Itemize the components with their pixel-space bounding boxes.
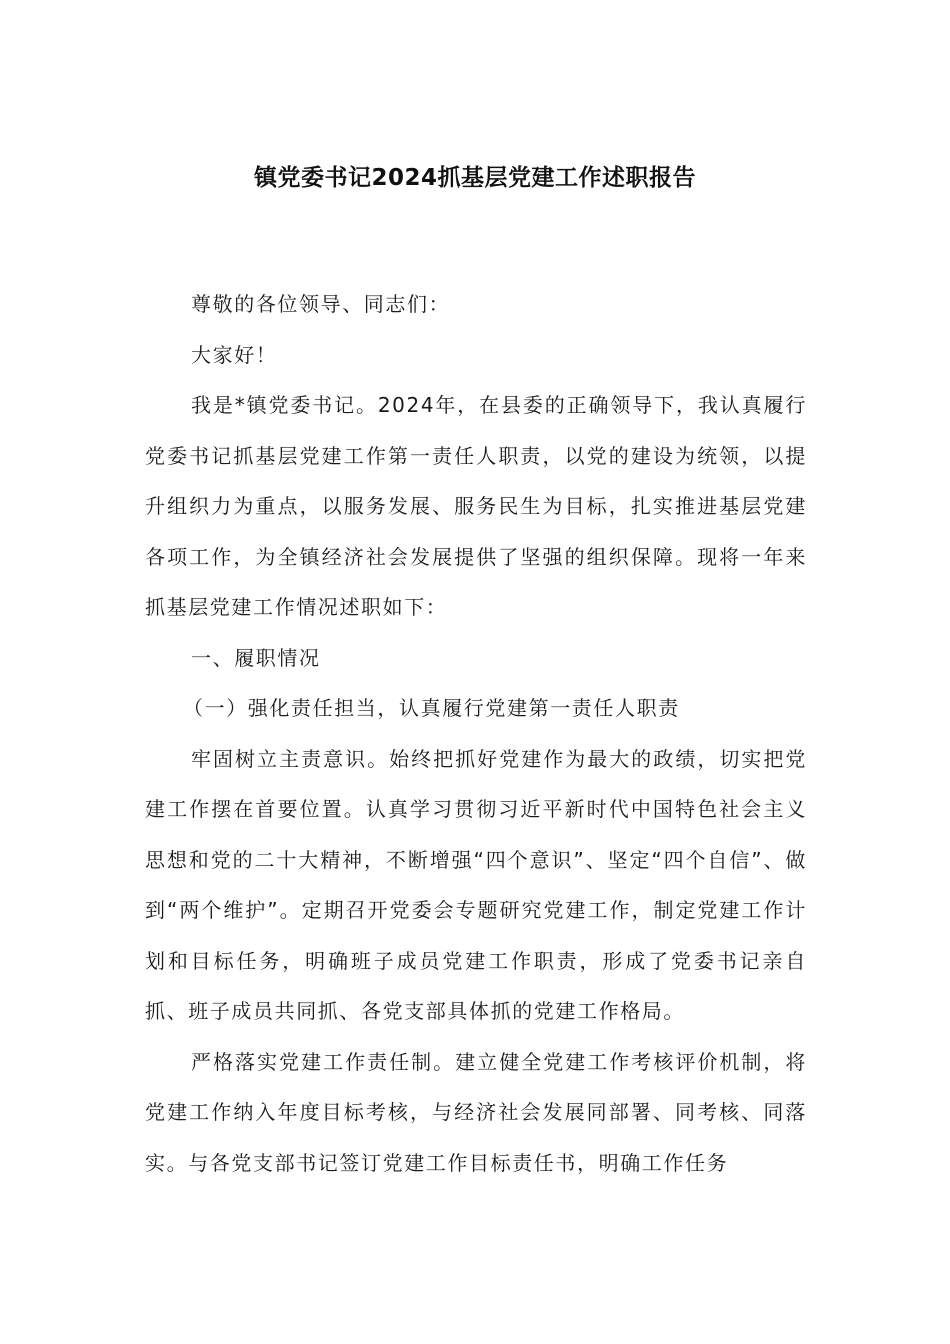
document-title: 镇党委书记2024抓基层党建工作述职报告 [253, 165, 696, 191]
greeting: 大家好！ [191, 342, 278, 367]
subsection-heading: （一）强化责任担当，认真履行党建第一责任人职责 [183, 696, 680, 720]
body-paragraph: 牢固树立主责意识。始终把抓好党建作为最大的政绩，切实把党建工作摆在首要位置。认真学习贯彻习近平新时代中国特色社会主义思想和党的二十大精神，不断增强“四个意识”、坚定“四个自信”、做到“两个维护”。定期召开党委会专题研究党建工作，制定党建工作计划和目标任务，明确班子成员党建工作职责，形成了党委书记亲自抓、班子成员共同抓、各党支部具体抓的党建工作格局。 [145, 746, 807, 1023]
intro-paragraph: 我是*镇党委书记。2024年，在县委的正确领导下，我认真履行党委书记抓基层党建工作第一责任人职责，以党的建设为统领，以提升组织力为重点，以服务发展、服务民生为目标，扎实推进基层党建各项工作，为全镇经济社会发展提供了坚强的组织保障。现将一年来抓基层党建工作情况述职如下： [145, 393, 807, 619]
section-heading: 一、履职情况 [191, 645, 321, 670]
body-paragraph: 严格落实党建工作责任制。建立健全党建工作考核评价机制，将党建工作纳入年度目标考核，与经济社会发展同部署、同考核、同落实。与各党支部书记签订党建工作目标责任书，明确工作任务 [145, 1049, 807, 1175]
salutation: 尊敬的各位领导、同志们： [191, 292, 451, 316]
document-body [145, 279, 807, 1188]
